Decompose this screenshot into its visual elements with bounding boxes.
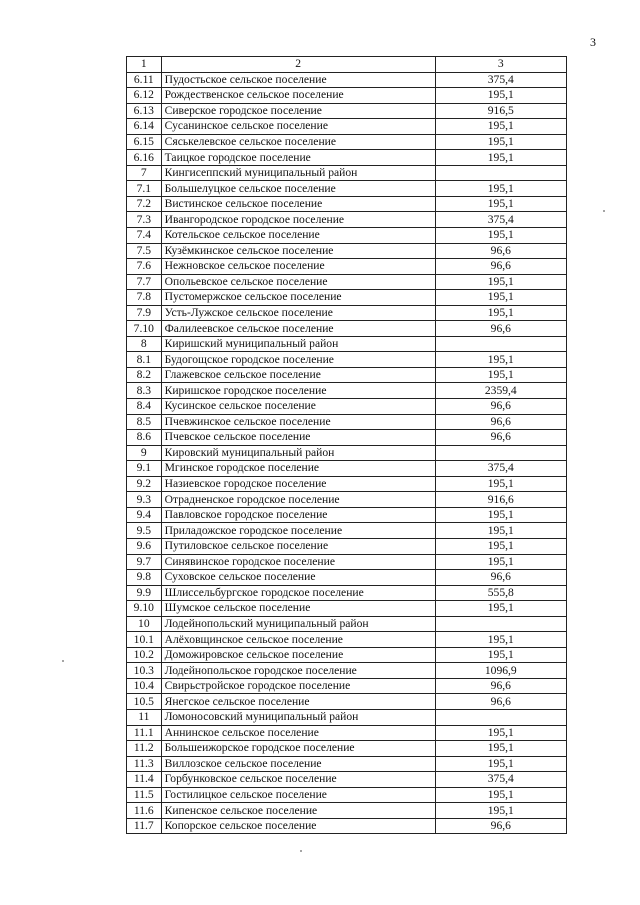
settlement-name: Алёховщинское сельское поселение — [161, 632, 435, 648]
table-row — [127, 476, 567, 492]
table-row — [127, 601, 567, 617]
table-row — [127, 305, 567, 321]
amount-value: 96,6 — [435, 243, 566, 259]
amount-value — [435, 616, 566, 632]
amount-value: 1096,9 — [435, 663, 566, 679]
settlement-name: Аннинское сельское поселение — [161, 725, 435, 741]
row-number: 7.5 — [127, 243, 162, 259]
amount-value: 195,1 — [435, 787, 566, 803]
settlement-name: Нежновское сельское поселение — [161, 259, 435, 275]
amount-value: 2359,4 — [435, 383, 566, 399]
amount-value: 96,6 — [435, 570, 566, 586]
scan-speck — [62, 660, 64, 662]
row-number: 7.7 — [127, 274, 162, 290]
scan-speck — [300, 850, 302, 852]
amount-value: 96,6 — [435, 399, 566, 415]
row-number: 8.3 — [127, 383, 162, 399]
amount-value: 195,1 — [435, 632, 566, 648]
amount-value: 195,1 — [435, 523, 566, 539]
settlement-name: Кузёмкинское сельское поселение — [161, 243, 435, 259]
table-row — [127, 709, 567, 725]
amount-value: 195,1 — [435, 601, 566, 617]
row-number: 9.5 — [127, 523, 162, 539]
table-row — [127, 259, 567, 275]
amount-value: 195,1 — [435, 756, 566, 772]
row-number: 7.10 — [127, 321, 162, 337]
settlement-name: Кусинское сельское поселение — [161, 399, 435, 415]
settlement-name: Лодейнопольский муниципальный район — [161, 616, 435, 632]
row-number: 11.3 — [127, 756, 162, 772]
settlement-name: Виллозское сельское поселение — [161, 756, 435, 772]
table-row — [127, 632, 567, 648]
settlement-name: Котельское сельское поселение — [161, 228, 435, 244]
table-row — [127, 741, 567, 757]
row-number: 10 — [127, 616, 162, 632]
amount-value: 195,1 — [435, 367, 566, 383]
row-number: 11.5 — [127, 787, 162, 803]
settlement-name: Киришский муниципальный район — [161, 336, 435, 352]
table-row — [127, 274, 567, 290]
amount-value: 195,1 — [435, 352, 566, 368]
amount-value — [435, 336, 566, 352]
table-row — [127, 150, 567, 166]
table-row — [127, 290, 567, 306]
settlement-name: Большелуцкое сельское поселение — [161, 181, 435, 197]
amount-value: 96,6 — [435, 414, 566, 430]
amount-value: 195,1 — [435, 181, 566, 197]
table-row — [127, 616, 567, 632]
settlement-name: Глажевское сельское поселение — [161, 367, 435, 383]
table-row — [127, 803, 567, 819]
row-number: 9.10 — [127, 601, 162, 617]
settlement-name: Сиверское городское поселение — [161, 103, 435, 119]
row-number: 10.1 — [127, 632, 162, 648]
row-number: 8.2 — [127, 367, 162, 383]
table-row — [127, 414, 567, 430]
table-row — [127, 585, 567, 601]
amount-value: 195,1 — [435, 741, 566, 757]
amount-value: 916,5 — [435, 103, 566, 119]
row-number: 8.1 — [127, 352, 162, 368]
table-row — [127, 756, 567, 772]
amount-value: 96,6 — [435, 259, 566, 275]
table-row — [127, 336, 567, 352]
row-number: 8.4 — [127, 399, 162, 415]
row-number: 9.7 — [127, 554, 162, 570]
row-number: 9.8 — [127, 570, 162, 586]
row-number: 6.16 — [127, 150, 162, 166]
table-row — [127, 818, 567, 834]
row-number: 11.1 — [127, 725, 162, 741]
row-number: 7.3 — [127, 212, 162, 228]
amount-value — [435, 709, 566, 725]
amount-value — [435, 445, 566, 461]
amount-value: 195,1 — [435, 88, 566, 104]
scan-speck — [603, 210, 605, 212]
row-number: 9.4 — [127, 507, 162, 523]
settlement-name: Пустомержское сельское поселение — [161, 290, 435, 306]
header-col-2: 2 — [161, 57, 435, 73]
amount-value: 195,1 — [435, 554, 566, 570]
settlement-name: Приладожское городское поселение — [161, 523, 435, 539]
settlement-name: Горбунковское сельское поселение — [161, 772, 435, 788]
table-row — [127, 678, 567, 694]
table-header-row — [127, 57, 567, 73]
page-number: 3 — [590, 35, 596, 49]
table-row — [127, 72, 567, 88]
table-row — [127, 228, 567, 244]
amount-value: 375,4 — [435, 772, 566, 788]
amount-value: 195,1 — [435, 274, 566, 290]
amount-value: 916,6 — [435, 492, 566, 508]
table-row — [127, 445, 567, 461]
row-number: 6.13 — [127, 103, 162, 119]
table-row — [127, 367, 567, 383]
settlement-name: Ломоносовский муниципальный район — [161, 709, 435, 725]
row-number: 10.5 — [127, 694, 162, 710]
settlement-name: Суховское сельское поселение — [161, 570, 435, 586]
row-number: 7.1 — [127, 181, 162, 197]
amount-value: 96,6 — [435, 694, 566, 710]
amount-value — [435, 165, 566, 181]
row-number: 9.3 — [127, 492, 162, 508]
settlement-name: Гостилицкое сельское поселение — [161, 787, 435, 803]
table-row — [127, 196, 567, 212]
amount-value: 195,1 — [435, 507, 566, 523]
amount-value: 96,6 — [435, 818, 566, 834]
settlement-name: Вистинское сельское поселение — [161, 196, 435, 212]
row-number: 9.1 — [127, 461, 162, 477]
settlement-name: Павловское городское поселение — [161, 507, 435, 523]
row-number: 11.7 — [127, 818, 162, 834]
row-number: 11 — [127, 709, 162, 725]
settlement-name: Путиловское сельское поселение — [161, 538, 435, 554]
row-number: 8.5 — [127, 414, 162, 430]
row-number: 11.2 — [127, 741, 162, 757]
table-row — [127, 492, 567, 508]
row-number: 10.4 — [127, 678, 162, 694]
settlement-name: Копорское сельское поселение — [161, 818, 435, 834]
table-row — [127, 523, 567, 539]
amount-value: 195,1 — [435, 228, 566, 244]
table-row — [127, 119, 567, 135]
row-number: 7.2 — [127, 196, 162, 212]
row-number: 6.11 — [127, 72, 162, 88]
settlement-name: Шлиссельбургское городское поселение — [161, 585, 435, 601]
table-row — [127, 103, 567, 119]
amount-value: 195,1 — [435, 134, 566, 150]
row-number: 9.2 — [127, 476, 162, 492]
settlement-name: Большеижорское городское поселение — [161, 741, 435, 757]
settlement-name: Сяськелевское сельское поселение — [161, 134, 435, 150]
table-row — [127, 383, 567, 399]
table-row — [127, 430, 567, 446]
table-row — [127, 725, 567, 741]
amount-value: 195,1 — [435, 196, 566, 212]
header-col-1: 1 — [127, 57, 162, 73]
settlement-name: Пчевское сельское поселение — [161, 430, 435, 446]
amount-value: 195,1 — [435, 476, 566, 492]
table-row — [127, 321, 567, 337]
table-row — [127, 570, 567, 586]
amount-value: 195,1 — [435, 290, 566, 306]
settlements-table — [126, 56, 567, 834]
amount-value: 195,1 — [435, 803, 566, 819]
amount-value: 195,1 — [435, 119, 566, 135]
header-col-3: 3 — [435, 57, 566, 73]
settlement-name: Доможировское сельское поселение — [161, 647, 435, 663]
table-row — [127, 399, 567, 415]
row-number: 10.3 — [127, 663, 162, 679]
table-row — [127, 663, 567, 679]
table-row — [127, 212, 567, 228]
amount-value: 195,1 — [435, 538, 566, 554]
row-number: 7.9 — [127, 305, 162, 321]
row-number: 6.15 — [127, 134, 162, 150]
row-number: 8.6 — [127, 430, 162, 446]
table-row — [127, 134, 567, 150]
table-row — [127, 772, 567, 788]
row-number: 9 — [127, 445, 162, 461]
amount-value: 96,6 — [435, 678, 566, 694]
table-row — [127, 507, 567, 523]
settlement-name: Киришское городское поселение — [161, 383, 435, 399]
settlement-name: Рождественское сельское поселение — [161, 88, 435, 104]
amount-value: 195,1 — [435, 725, 566, 741]
amount-value: 96,6 — [435, 321, 566, 337]
settlement-name: Кировский муниципальный район — [161, 445, 435, 461]
amount-value: 195,1 — [435, 305, 566, 321]
row-number: 9.9 — [127, 585, 162, 601]
settlement-name: Ивангородское городское поселение — [161, 212, 435, 228]
settlement-name: Свирьстройское городское поселение — [161, 678, 435, 694]
amount-value: 375,4 — [435, 461, 566, 477]
settlement-name: Янегское сельское поселение — [161, 694, 435, 710]
row-number: 11.6 — [127, 803, 162, 819]
table-row — [127, 165, 567, 181]
settlement-name: Фалилеевское сельское поселение — [161, 321, 435, 337]
table-row — [127, 88, 567, 104]
amount-value: 375,4 — [435, 72, 566, 88]
row-number: 11.4 — [127, 772, 162, 788]
row-number: 7.6 — [127, 259, 162, 275]
table-row — [127, 787, 567, 803]
amount-value: 195,1 — [435, 647, 566, 663]
row-number: 7.4 — [127, 228, 162, 244]
row-number: 9.6 — [127, 538, 162, 554]
table-row — [127, 554, 567, 570]
amount-value: 96,6 — [435, 430, 566, 446]
table-row — [127, 694, 567, 710]
row-number: 6.14 — [127, 119, 162, 135]
settlement-name: Кипенское сельское поселение — [161, 803, 435, 819]
row-number: 6.12 — [127, 88, 162, 104]
amount-value: 195,1 — [435, 150, 566, 166]
settlement-name: Опольевское сельское поселение — [161, 274, 435, 290]
settlement-name: Таицкое городское поселение — [161, 150, 435, 166]
table-row — [127, 181, 567, 197]
table-row — [127, 461, 567, 477]
row-number: 7.8 — [127, 290, 162, 306]
settlement-name: Пудостьское сельское поселение — [161, 72, 435, 88]
row-number: 7 — [127, 165, 162, 181]
settlement-name: Сусанинское сельское поселение — [161, 119, 435, 135]
settlement-name: Назиевское городское поселение — [161, 476, 435, 492]
settlement-name: Синявинское городское поселение — [161, 554, 435, 570]
row-number: 8 — [127, 336, 162, 352]
settlement-name: Лодейнопольское городское поселение — [161, 663, 435, 679]
table-row — [127, 538, 567, 554]
settlement-name: Будогощское городское поселение — [161, 352, 435, 368]
settlement-name: Пчевжинское сельское поселение — [161, 414, 435, 430]
settlement-name: Шумское сельское поселение — [161, 601, 435, 617]
settlement-name: Мгинское городское поселение — [161, 461, 435, 477]
table-row — [127, 647, 567, 663]
settlement-name: Кингисеппский муниципальный район — [161, 165, 435, 181]
settlement-name: Усть-Лужское сельское поселение — [161, 305, 435, 321]
table-row — [127, 243, 567, 259]
settlement-name: Отрадненское городское поселение — [161, 492, 435, 508]
amount-value: 375,4 — [435, 212, 566, 228]
table-row — [127, 352, 567, 368]
row-number: 10.2 — [127, 647, 162, 663]
amount-value: 555,8 — [435, 585, 566, 601]
